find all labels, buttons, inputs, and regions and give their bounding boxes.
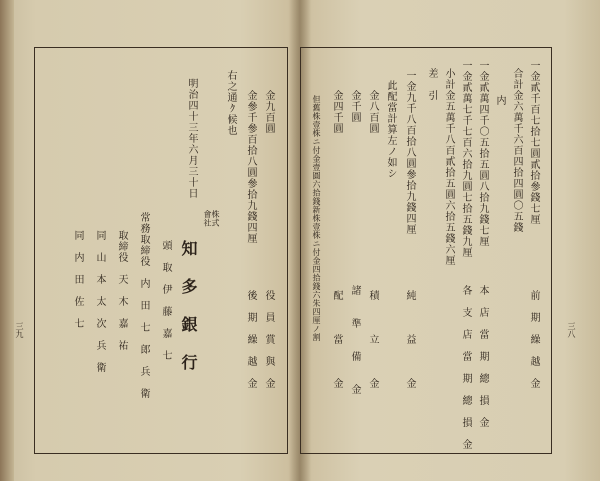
line-12-bottom: 配 當 金 xyxy=(331,290,342,389)
left-line-3-top: 右之通ｸ候也 xyxy=(225,70,236,136)
left-line-1-bottom: 役 員 賞 與 金 xyxy=(263,290,274,389)
line-1-bottom: 前 期 繰 越 金 xyxy=(528,290,539,389)
left-line-2-top: 金參千參百拾八圓參拾九錢四厘 xyxy=(245,90,256,244)
page-number-left: 三九 xyxy=(15,322,24,338)
line-6-top: 小計金五萬千八百貳拾五圓六拾五錢六厘 xyxy=(443,68,454,266)
line-12-top: 金四千圓 xyxy=(331,90,342,134)
line-2-top: 合計金六萬千六百四拾四圓〇五錢 xyxy=(511,68,522,233)
signatory-president: 頭 取 伊 藤 嘉 七 xyxy=(160,240,171,361)
page-edge xyxy=(0,0,14,481)
line-10-top: 金八百圓 xyxy=(367,90,378,134)
line-7-top: 差 引 xyxy=(426,68,437,101)
signatory-director-1: 取締役 天 木 嘉 祐 xyxy=(116,230,127,351)
line-8-bottom: 純 益 金 xyxy=(404,290,415,389)
line-5-bottom: 各 支 店 當 期 總 損 金 xyxy=(460,285,471,450)
line-5-top: 一金貳萬七千七百六拾九圓七拾五錢九厘 xyxy=(460,60,471,258)
left-line-2-bottom: 後 期 繰 越 金 xyxy=(245,290,256,389)
line-8-top: 一金九千八百拾八圓參拾九錢四厘 xyxy=(404,70,415,235)
bank-name: 知 多 銀 行 xyxy=(179,240,198,373)
date-line: 明治四十三年六月三十日 xyxy=(186,78,197,199)
line-9-top: 此配當計算左ノ如シ xyxy=(385,80,396,179)
signatory-director-2: 同 山 本 太 次 兵 衛 xyxy=(94,230,105,373)
signatory-director-3: 同 内 田 佐 七 xyxy=(72,230,83,329)
line-3-top: 内 xyxy=(494,95,505,106)
line-4-bottom: 本 店 當 期 總 損 金 xyxy=(477,285,488,428)
company-form: 株式 會社 xyxy=(203,210,220,227)
page-number-right: 三八 xyxy=(567,322,576,338)
line-11-top: 金千圓 xyxy=(349,90,360,123)
line-4-top: 一金貳萬四千〇五拾五圓八拾九錢七厘 xyxy=(477,60,488,247)
line-11-bottom: 諸 準 備 金 xyxy=(349,285,360,395)
line-10-bottom: 積 立 金 xyxy=(367,290,378,389)
signatory-managing-director: 常務取締役 内 田 七 郎 兵 衛 xyxy=(138,212,149,399)
left-line-1-top: 金九百圓 xyxy=(263,90,274,134)
line-13-top: 但舊株壹株ニ付金壹圓六拾錢新株壹株ニ付金四拾錢六朱四厘ノ割 xyxy=(312,95,321,342)
line-1-top: 一金貳千百七拾七圓貳拾參錢七厘 xyxy=(528,60,539,225)
